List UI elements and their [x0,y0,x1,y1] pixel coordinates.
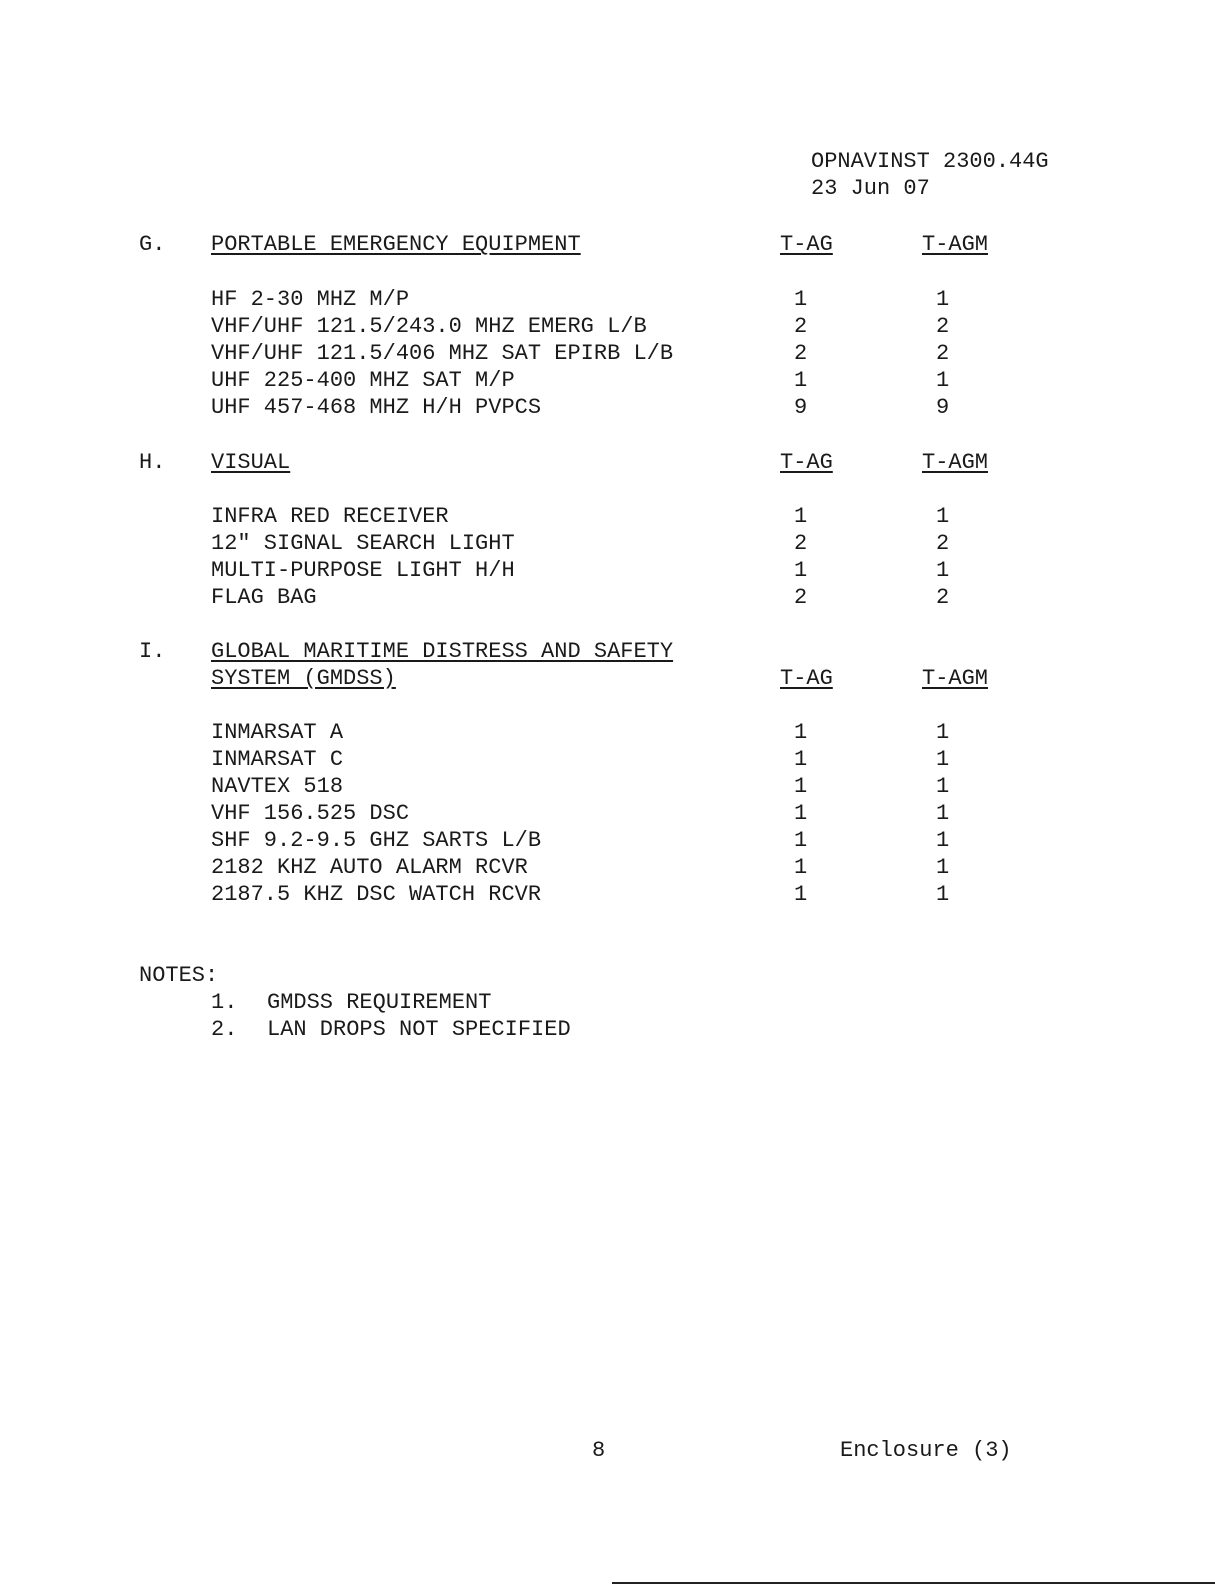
t-agm-quantity: 2 [936,341,950,366]
equipment-name: VHF/UHF 121.5/406 MHZ SAT EPIRB L/B [211,341,674,366]
t-agm-quantity: 1 [936,774,950,799]
instruction-number: OPNAVINST 2300.44G [811,149,1049,174]
t-agm-quantity: 2 [936,531,950,556]
equipment-name: 12″ SIGNAL SEARCH LIGHT [211,531,515,556]
section-letter: G. [139,232,166,257]
notes-heading: NOTES: [139,963,219,988]
t-ag-quantity: 2 [794,314,808,339]
t-ag-quantity: 2 [794,341,808,366]
enclosure-label: Enclosure (3) [840,1438,1012,1463]
column-header-t-agm: T-AGM [922,232,989,257]
t-ag-quantity: 1 [794,828,808,853]
t-agm-quantity: 1 [936,287,950,312]
t-ag-quantity: 1 [794,882,808,907]
equipment-name: INFRA RED RECEIVER [211,504,449,529]
column-header-t-ag: T-AG [780,666,833,691]
equipment-name: UHF 457-468 MHZ H/H PVPCS [211,395,542,420]
t-agm-quantity: 1 [936,855,950,880]
column-header-t-agm: T-AGM [922,450,989,475]
column-header-t-agm: T-AGM [922,666,989,691]
section-title-line1: GLOBAL MARITIME DISTRESS AND SAFETY [211,639,674,664]
t-agm-quantity: 1 [936,882,950,907]
t-agm-quantity: 1 [936,828,950,853]
t-ag-quantity: 2 [794,585,808,610]
note-text: LAN DROPS NOT SPECIFIED [267,1017,571,1042]
note-text: GMDSS REQUIREMENT [267,990,492,1015]
equipment-name: UHF 225-400 MHZ SAT M/P [211,368,515,393]
page-number: 8 [592,1438,606,1463]
section-title-line2: SYSTEM (GMDSS) [211,666,396,691]
equipment-name: 2182 KHZ AUTO ALARM RCVR [211,855,528,880]
t-agm-quantity: 1 [936,747,950,772]
note-number: 2. [211,1017,238,1042]
equipment-name: VHF 156.525 DSC [211,801,410,826]
equipment-name: HF 2-30 MHZ M/P [211,287,410,312]
t-agm-quantity: 2 [936,314,950,339]
equipment-name: SHF 9.2-9.5 GHZ SARTS L/B [211,828,542,853]
equipment-name: FLAG BAG [211,585,317,610]
t-ag-quantity: 2 [794,531,808,556]
equipment-name: INMARSAT A [211,720,344,745]
section-title: VISUAL [211,450,291,475]
note-number: 1. [211,990,238,1015]
t-ag-quantity: 1 [794,720,808,745]
t-ag-quantity: 1 [794,801,808,826]
t-agm-quantity: 9 [936,395,950,420]
document-date: 23 Jun 07 [811,176,930,201]
t-agm-quantity: 1 [936,368,950,393]
t-agm-quantity: 1 [936,801,950,826]
t-ag-quantity: 1 [794,558,808,583]
equipment-name: 2187.5 KHZ DSC WATCH RCVR [211,882,542,907]
t-agm-quantity: 1 [936,558,950,583]
equipment-name: INMARSAT C [211,747,344,772]
t-agm-quantity: 2 [936,585,950,610]
column-header-t-ag: T-AG [780,232,833,257]
t-ag-quantity: 9 [794,395,808,420]
equipment-name: VHF/UHF 121.5/243.0 MHZ EMERG L/B [211,314,647,339]
column-header-t-ag: T-AG [780,450,833,475]
equipment-name: NAVTEX 518 [211,774,344,799]
t-ag-quantity: 1 [794,287,808,312]
t-ag-quantity: 1 [794,855,808,880]
t-ag-quantity: 1 [794,504,808,529]
bottom-rule [612,1582,1215,1584]
section-title: PORTABLE EMERGENCY EQUIPMENT [211,232,581,257]
t-ag-quantity: 1 [794,774,808,799]
section-letter: H. [139,450,166,475]
equipment-name: MULTI-PURPOSE LIGHT H/H [211,558,515,583]
t-agm-quantity: 1 [936,504,950,529]
section-letter: I. [139,639,166,664]
t-ag-quantity: 1 [794,747,808,772]
t-agm-quantity: 1 [936,720,950,745]
t-ag-quantity: 1 [794,368,808,393]
